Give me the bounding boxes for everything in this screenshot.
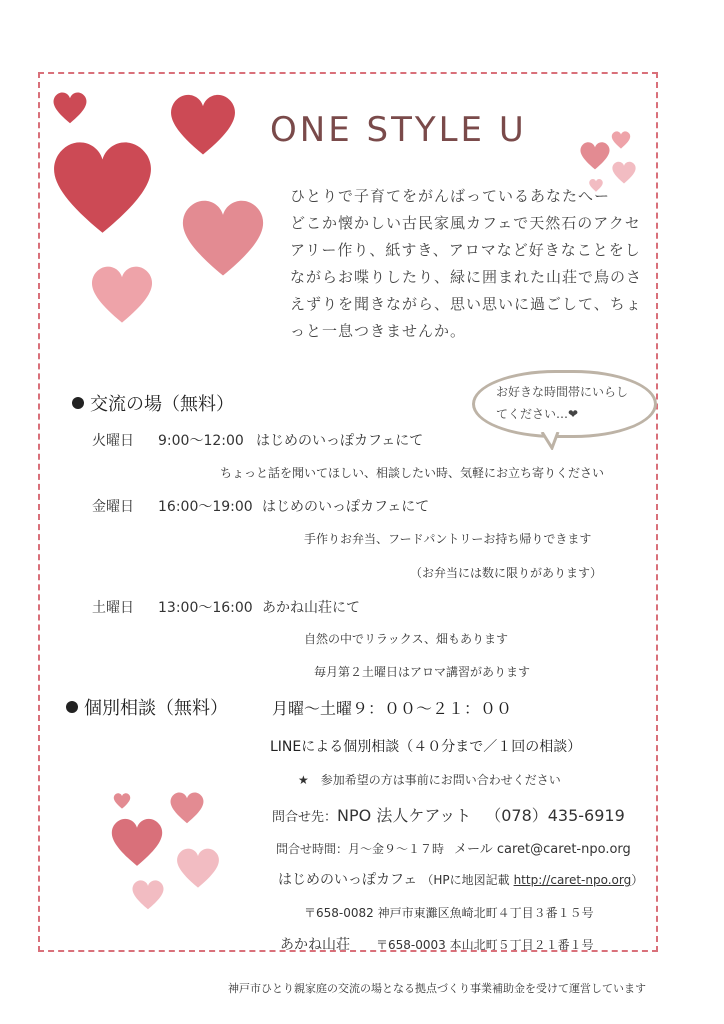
participation-notice: ★ 参加希望の方は事前にお問い合わせください xyxy=(298,773,561,787)
heart-icon xyxy=(610,160,638,184)
intro-line: アリー作り、紙すき、アロマなど好きなことをし xyxy=(290,241,641,259)
heart-icon xyxy=(177,192,269,280)
footer-note: 神戸市ひとり親家庭の交流の場となる拠点づくり事業補助金を受けて運営しています xyxy=(228,982,646,995)
intro-line: っと一息つきませんか。 xyxy=(290,322,467,340)
intro-line: どこか懐かしい古民家風カフェで天然石のアクセ xyxy=(290,214,641,232)
schedule-row-tuesday: 火曜日 9:00～12:00 はじめのいっぽカフェにて xyxy=(92,433,424,449)
bullet-icon xyxy=(66,701,78,713)
intro-line: ながらお喋りしたり、緑に囲まれた山荘で鳥のさ xyxy=(290,268,643,286)
heart-icon xyxy=(167,790,207,824)
schedule-note: 手作りお弁当、フードパントリーお持ち帰りできます xyxy=(304,532,592,546)
schedule-row-saturday: 土曜日 13:00～16:00 あかね山荘にて xyxy=(92,600,360,616)
heart-icon xyxy=(610,130,632,149)
section-heading-exchange: 交流の場（無料） xyxy=(72,390,234,416)
schedule-note: （お弁当には数に限りがあります） xyxy=(410,566,603,580)
schedule-note: 自然の中でリラックス、畑もあります xyxy=(304,632,509,646)
heart-icon xyxy=(45,135,160,235)
heart-icon xyxy=(578,140,612,170)
schedule-note: 毎月第２土曜日はアロマ講習があります xyxy=(314,665,531,679)
consult-hours: 月曜～土曜９：００～２１：００ xyxy=(272,699,513,718)
heart-icon xyxy=(163,90,243,156)
heart-icon xyxy=(108,815,166,867)
heart-icon xyxy=(86,262,158,324)
schedule-note: ちょっと話を聞いてほしい、相談したい時、気軽にお立ち寄りください xyxy=(220,466,605,480)
sanso-line: あかね山荘 〒658-0003 本山北町５丁目２１番１号 xyxy=(280,937,594,953)
heart-icon xyxy=(112,792,132,809)
heart-icon xyxy=(130,878,166,910)
website-link[interactable]: http://caret-npo.org xyxy=(513,873,632,887)
bullet-icon xyxy=(72,397,84,409)
contact-line: 問合せ先：NPO 法人ケアット （078）435-6919 xyxy=(272,806,625,825)
heart-icon xyxy=(174,845,222,889)
page-title: ONE STYLE U xyxy=(270,110,527,150)
cafe-line: はじめのいっぽカフェ （HPに地図記載 http://caret-npo.org） xyxy=(278,872,644,888)
contact-hours-line: 問合せ時間：月～金９～１７時 メール caret@caret-npo.org xyxy=(276,842,631,857)
intro-paragraph xyxy=(290,183,650,345)
intro-line: えずりを聞きながら、思い思いに過ごして、ちょ xyxy=(290,295,642,313)
phone-number: （078）435-6919 xyxy=(485,806,625,825)
org-name: NPO 法人ケアット xyxy=(337,806,472,825)
schedule-row-friday: 金曜日 16:00～19:00 はじめのいっぽカフェにて xyxy=(92,499,430,515)
heart-icon xyxy=(50,90,90,124)
speech-bubble-text: お好きな時間帯にいらしてください…❤ xyxy=(496,385,629,421)
speech-bubble-tail xyxy=(540,432,562,450)
intro-line: ひとりで子育てをがんばっているあなたへー xyxy=(290,187,611,205)
section-heading-consult: 個別相談（無料） xyxy=(66,694,228,720)
cafe-address: 〒658-0082 神戸市東灘区魚崎北町４丁目３番１５号 xyxy=(304,906,594,920)
line-consult: LINEによる個別相談（４０分まで／１回の相談） xyxy=(270,739,582,755)
email-link[interactable]: メール caret@caret-npo.org xyxy=(454,842,631,857)
